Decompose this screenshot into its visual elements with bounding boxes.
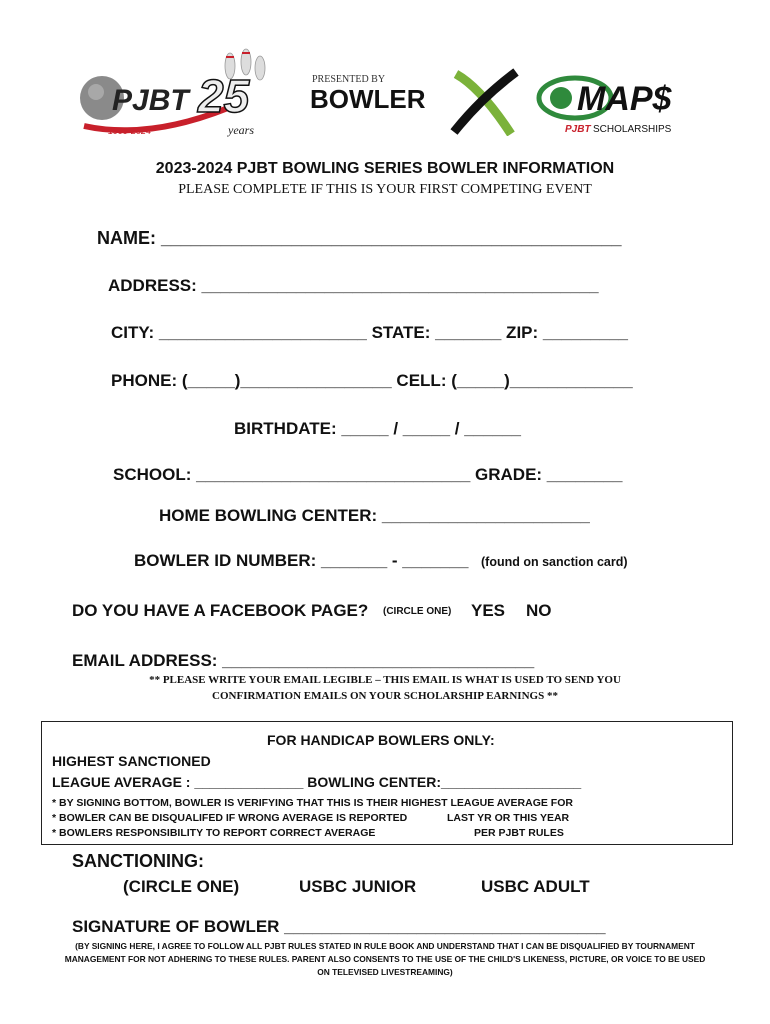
- email-note-line1: ** PLEASE WRITE YOUR EMAIL LEGIBLE – THIS EMAIL IS WHAT IS USED TO SEND YOU: [149, 674, 621, 686]
- svg-text:PJBT: PJBT: [565, 124, 591, 135]
- handicap-heading: FOR HANDICAP BOWLERS ONLY:: [267, 732, 495, 748]
- handicap-rule-2: * BOWLER CAN BE DISQUALIFED IF WRONG AVERAGE IS REPORTED: [52, 812, 408, 824]
- school-grade-fields[interactable]: SCHOOL: _____________________________ GRADE: ________: [113, 465, 623, 484]
- usbc-adult-option[interactable]: USBC ADULT: [481, 877, 590, 896]
- sanctioning-label: SANCTIONING:: [72, 851, 204, 871]
- svg-text:25: 25: [198, 70, 250, 122]
- address-field[interactable]: ADDRESS: __________________________________________: [108, 276, 599, 295]
- pjbt-25-years-logo: [78, 48, 278, 140]
- svg-text:PRESENTED BY: PRESENTED BY: [312, 74, 386, 85]
- form-subtitle: PLEASE COMPLETE IF THIS IS YOUR FIRST COMPETING EVENT: [178, 182, 592, 197]
- maps-scholarships-logo: [535, 72, 690, 138]
- svg-text:SCHOLARSHIPS: SCHOLARSHIPS: [593, 124, 672, 135]
- facebook-question: DO YOU HAVE A FACEBOOK PAGE?: [72, 601, 369, 620]
- bowler-id-note: (found on sanction card): [481, 555, 628, 569]
- handicap-rule-3b: PER PJBT RULES: [474, 827, 564, 839]
- home-bowling-center-field[interactable]: HOME BOWLING CENTER: ______________________: [159, 506, 590, 525]
- svg-text:1999-2024: 1999-2024: [108, 126, 152, 136]
- highest-sanctioned-label: HIGHEST SANCTIONED: [52, 753, 211, 769]
- svg-text:PJBT: PJBT: [112, 84, 189, 117]
- facebook-circle-instruction: (CIRCLE ONE): [383, 606, 452, 617]
- x-mark-icon: [454, 72, 516, 134]
- handicap-rule-2b: LAST YR OR THIS YEAR: [447, 812, 570, 824]
- birthdate-field[interactable]: BIRTHDATE: _____ / _____ / ______: [234, 419, 521, 438]
- league-average-field[interactable]: LEAGUE AVERAGE : ______________ BOWLING CENTER:__________________: [52, 774, 582, 790]
- handicap-rule-3: * BOWLERS RESPONSIBILITY TO REPORT CORRECT AVERAGE: [52, 827, 376, 839]
- email-field[interactable]: EMAIL ADDRESS: _________________________________: [72, 651, 535, 670]
- facebook-no-option[interactable]: NO: [526, 601, 552, 620]
- signature-disclaimer: (BY SIGNING HERE, I AGREE TO FOLLOW ALL PJBT RULES STATED IN RULE BOOK AND UNDERSTAND THAT I CAN BE DISQUALIFIED BY TOURNAMENT MANAGEMENT FOR NOT ADHERING TO THESE RULES. PARENT ALSO CONSENTS TO THE USE OF THE CHILD'S LIKENESS, PICTURE, OR VOICE TO BE USED ON TELEVISED LIVESTREAMING): [64, 941, 706, 977]
- usbc-junior-option[interactable]: USBC JUNIOR: [299, 877, 417, 896]
- sanctioning-circle-instruction: (CIRCLE ONE): [123, 877, 240, 896]
- ball-icon: [550, 87, 572, 109]
- svg-text:BOWLER: BOWLER: [310, 84, 426, 114]
- phone-cell-fields[interactable]: PHONE: (_____)________________ CELL: (_____)_____________: [111, 371, 633, 390]
- city-state-zip-fields[interactable]: CITY: ______________________ STATE: _______ ZIP: _________: [111, 323, 628, 342]
- svg-text:years: years: [228, 123, 254, 137]
- bowler-id-field[interactable]: BOWLER ID NUMBER: _______ - _______: [134, 551, 469, 570]
- name-field[interactable]: NAME: ______________________________________________: [97, 228, 622, 248]
- email-note-line2: CONFIRMATION EMAILS ON YOUR SCHOLARSHIP EARNINGS **: [212, 690, 558, 702]
- facebook-yes-option[interactable]: YES: [471, 601, 506, 620]
- handicap-rule-1: * BY SIGNING BOTTOM, BOWLER IS VERIFYING THAT THIS IS THEIR HIGHEST LEAGUE AVERAGE FOR: [52, 797, 573, 809]
- svg-text:MAP$: MAP$: [577, 80, 672, 118]
- bowlerx-logo: [306, 68, 521, 136]
- signature-field[interactable]: SIGNATURE OF BOWLER __________________________________: [72, 917, 606, 936]
- form-title: 2023-2024 PJBT BOWLING SERIES BOWLER INFORMATION: [155, 160, 615, 177]
